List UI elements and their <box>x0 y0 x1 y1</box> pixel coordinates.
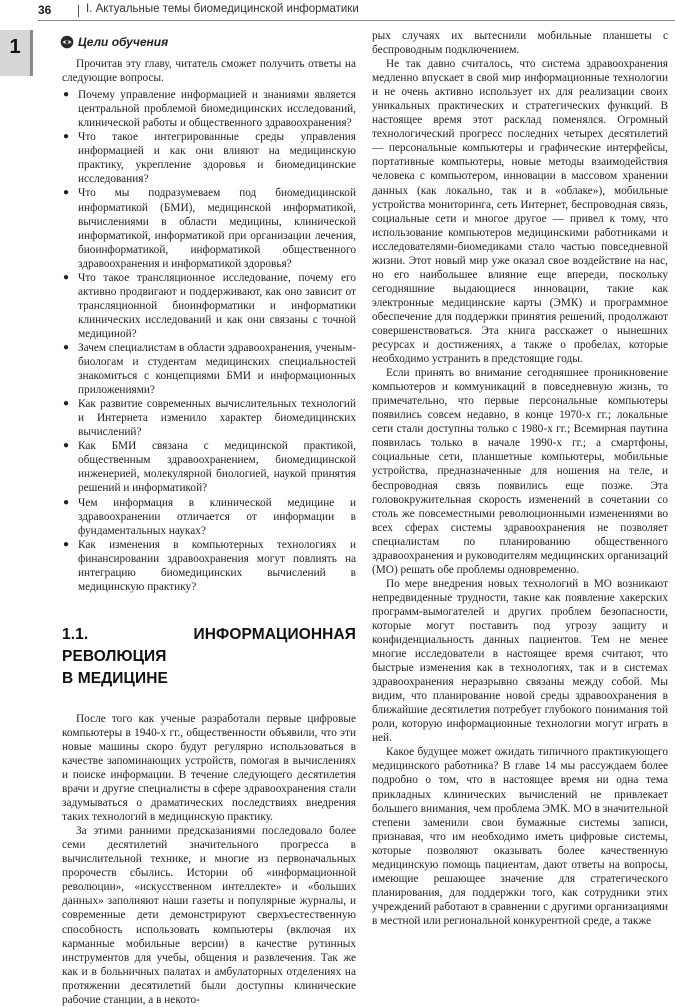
bullet-icon: ● <box>63 187 70 199</box>
question-text: Что мы подразумеваем под биомедицинской информатикой (БМИ), медицинской информатикой, вычислениями в области медицины, клинической информатикой, информатикой при организации лечения, биоинформатикой, информатикой общественного здравоохранения и информатикой здоровья? <box>78 187 356 270</box>
left-paragraphs <box>62 712 356 1007</box>
objectives-heading <box>60 35 356 49</box>
page-number: 36 <box>38 3 52 17</box>
header-separator <box>78 5 79 17</box>
chapter-number: 1 <box>9 36 21 58</box>
left-column <box>62 30 356 1007</box>
question-text: Чем информация в клинической медицине и здравоохранении отличается от информации в фундаментальных науках? <box>78 496 356 537</box>
eye-in-circle-icon <box>60 35 74 49</box>
bullet-icon: ● <box>63 89 70 101</box>
question-text: Зачем специалистам в области здравоохранения, ученым-биологам и студентам медицинских специальностей знакомиться с концепциями БМИ и информационных приложениями? <box>78 341 356 397</box>
section-title-line-2: В МЕДИЦИНЕ <box>62 669 168 687</box>
question-text: Что такое интегрированные среды управления информацией и как они влияют на медицинскую практику, укрепление здоровья и биомедицинские исследования? <box>78 131 356 186</box>
objective-question <box>62 88 356 130</box>
body-paragraph: Если принять во внимание сегодняшнее проникновение компьютеров и коммуникаций в повседневную жизнь, то примечательно, что первые персональные компьютеры появились совсем недавно, в конце 1970-х гг.; локальные сети стали доступны только с 1980-х гг.; Всемирная паутина появилась только в начале 1990-х гг.; а смартфоны, социальные сети, планшетные компьютеры, мобильные устройства, предназначенные для ношения на теле, и беспроводная связь появились еще позже. Эта головокружительная скорость изменений в сочетании со столь же повсеместными революционными изменениями во всех сферах системы здравоохранения не позволяет специалистам по планированию общественного здравоохранения и руководителям медицинских организаций (МО) решать обе проблемы одновременно. <box>372 367 668 576</box>
right-column <box>372 29 668 928</box>
question-text: Как изменения в компьютерных технологиях и финансировании здравоохранения могут повлиять на интеграцию биомедицинских вычислений в медицинскую практику? <box>78 538 356 593</box>
bullet-icon: ● <box>63 341 70 353</box>
objective-question <box>62 397 356 439</box>
section-title-line-1: 1.1. ИНФОРМАЦИОННАЯ РЕВОЛЮЦИЯ <box>62 625 356 665</box>
bullet-icon: ● <box>63 538 70 550</box>
body-paragraph: За этими ранними предсказаниями последовало более семи десятилетий значительного прогресса в вычислительной технике, и многие из первоначальных пророчеств сбылись. Истории об «информационной революции», «искусственном интеллекте» и «больших данных» заполняют наши газеты и популярные журналы, и современные дети демонстрируют сверхъестественную способность использовать компьютеры (включая их карманные мобильные версии) в качестве рутинных инструментов для учебы, общения и развлечения. Так же как и в больничных палатах и амбулаторных отделениях на протяжении десятилетий были доступны клинические рабочие станции, а в некото- <box>62 825 356 1006</box>
body-paragraph: рых случаях их вытеснили мобильные планшеты с беспроводным подключением. <box>372 30 668 57</box>
objective-question <box>62 538 356 594</box>
section-heading <box>62 624 356 690</box>
bullet-icon: ● <box>63 440 70 452</box>
objective-question <box>62 130 356 186</box>
header-rule <box>38 20 675 21</box>
objective-question <box>62 496 356 538</box>
objectives-list <box>62 88 356 594</box>
bullet-icon: ● <box>63 496 70 508</box>
objectives-title: Цели обучения <box>78 35 169 49</box>
bullet-icon: ● <box>63 271 70 283</box>
objective-question <box>62 271 356 341</box>
bullet-icon: ● <box>63 131 70 143</box>
objective-question <box>62 341 356 397</box>
bullet-icon: ● <box>63 398 70 410</box>
body-paragraph: Какое будущее может ожидать типичного практикующего медицинского работника? В главе 14 мы рассуждаем более подробно о том, что в настоящее время ни одна тема прикладных клинических вычислений не привлекает большего внимания, чем проблема ЭМК. МО в значительной степени заменили свои бумажные системы записи, признавая, что им необходимо иметь цифровые системы, которые позволяют оказывать более качественную медицинскую помощь пациентам, дают ответы на вопросы, имеющие решающее значение для стратегического планирования, для поддержки того, как сотрудники этих учреждений работают в сравнении с другими организациями в местной или региональной конкурентной среде, а также <box>372 746 668 927</box>
question-text: Почему управление информацией и знаниями является центральной проблемой биомедицинских исследований, клинической работы и общественного здравоохранения? <box>78 89 356 130</box>
right-paragraphs <box>372 29 668 928</box>
page-header <box>0 0 675 22</box>
objective-question <box>62 439 356 495</box>
body-paragraph: Не так давно считалось, что система здравоохранения медленно впускает в свой мир информационные технологии и не очень активно использует их для реализации своих уникальных практических и стратегических функций. В настоящее время этот расклад поменялся. Огромный технологический прогресс последних четырех десятилетий — персональные компьютеры и графические интерфейсы, портативные компьютеры, новые методы взаимодействия человека с компьютером, инновации в массовом хранении данных (как локально, так и в «облаке»), мобильные устройства мониторинга, сеть Интернет, беспроводная связь, социальные сети и многое другое — привел к тому, что использование компьютеров медицинскими работниками и исследователями-биомедиками стало частью повседневной жизни. Этот новый мир уже оказал свое воздействие на нас, но его наибольшее влияние еще впереди, поскольку сегодняшние выдающиеся инновации, такие как электронные медицинские карты (ЭМК) и программное обеспечение для поддержки принятия решений, продолжают совершенствоваться. Эта книга расскажет о нынешних ресурсах и достижениях, а также о пробелах, которые необходимо устранить в предстоящие годы. <box>372 58 668 366</box>
objective-question <box>62 186 356 270</box>
objectives-intro: Прочитав эту главу, читатель сможет получить ответы на следующие вопросы. <box>62 58 356 85</box>
question-text: Как БМИ связана с медицинской практикой, общественным здравоохранением, биомедицинской инженерией, молекулярной биологией, наукой принятия решений и информатикой? <box>78 440 356 495</box>
question-text: Что такое трансляционное исследование, почему его активно продвигают и поддерживают, как оно зависит от трансляционной биоинформатики и информатики клинических исследований и как они связаны с точной медициной? <box>78 271 356 340</box>
body-paragraph: После того как ученые разработали первые цифровые компьютеры в 1940-х гг., общественности объявили, что эти новые машины скоро будут регулярно использоваться в качестве запоминающих устройств, помогая в вычислениях и поиске информации. В течение следующего десятилетия врачи и другие специалисты в сфере здравоохранения стали задумываться о драматических последствиях внедрения таких технологий в медицинскую практику. <box>62 712 356 824</box>
question-text: Как развитие современных вычислительных технологий и Интернета изменило характер биомедицинских вычислений? <box>78 398 356 439</box>
running-title: I. Актуальные темы биомедицинской информатики <box>86 3 359 15</box>
body-paragraph: По мере внедрения новых технологий в МО возникают непредвиденные трудности, такие как появление хакерских программ-вымогателей и других проблем безопасности, которые могут поставить под угрозу защиту и конфиденциальность данных пациентов. Тем не менее многие исследователи в настоящее время считают, что быстрые изменения как в технологиях, так и в системах здравоохранения неразрывно связаны между собой. Мы видим, что планирование новой среды здравоохранения в ближайшие десятилетия потребует глубокого понимания той роли, которую информационные технологии могут играть в ней. <box>372 577 668 745</box>
chapter-tab <box>0 30 33 76</box>
